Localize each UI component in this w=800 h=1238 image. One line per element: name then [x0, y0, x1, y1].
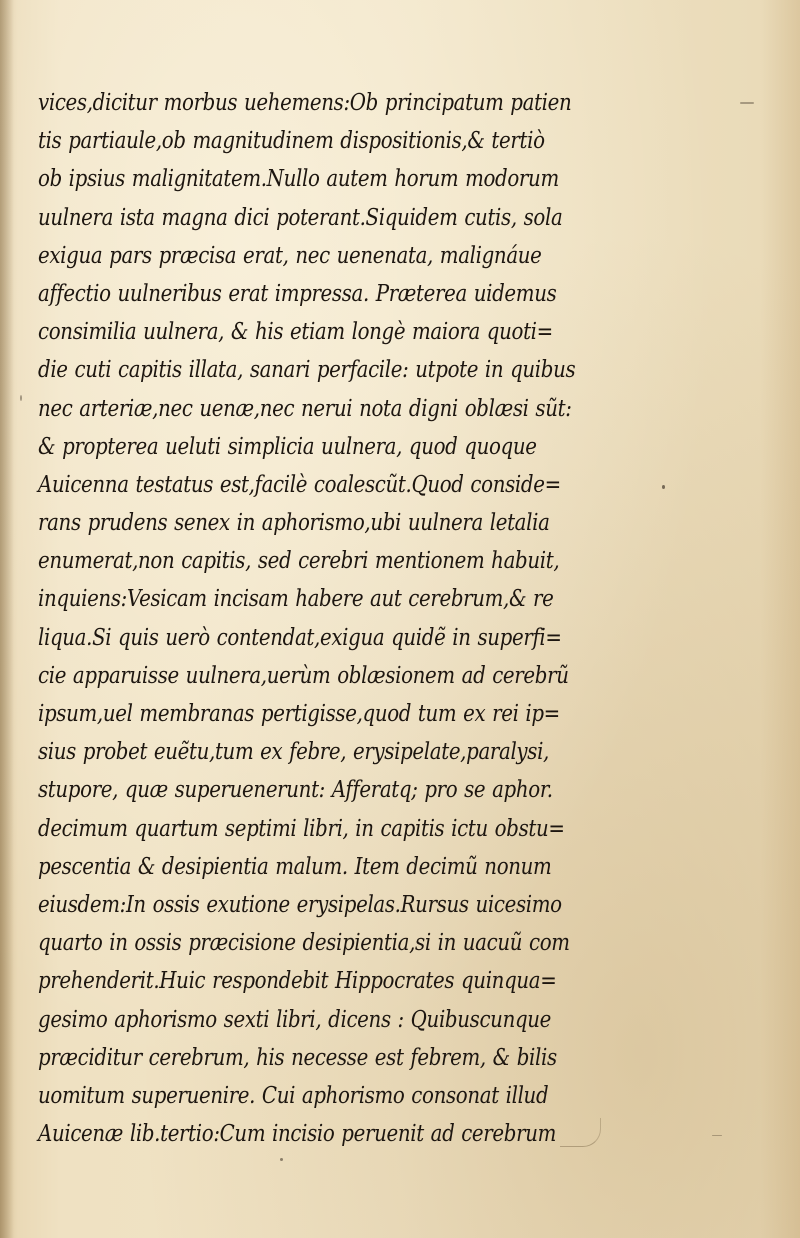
- ink-speck: [280, 1158, 283, 1161]
- text-line: exigua pars præcisa erat, nec uenenata, malignáue: [38, 242, 542, 269]
- text-line: uulnera ista magna dici poterant.Siquidem cutis, sola: [38, 204, 563, 231]
- text-line: ob ipsius malignitatem.Nullo autem horum modorum: [38, 166, 559, 193]
- text-line: consimilia uulnera, & his etiam longè maiora quoti=: [38, 319, 553, 346]
- text-line: cie apparuisse uulnera,uerùm oblæsionem ad cerebrũ: [38, 662, 569, 689]
- text-block: [38, 84, 638, 1153]
- text-line: eiusdem:In ossis exutione erysipelas.Rursus uicesimo: [38, 891, 562, 918]
- text-line: nec arteriæ,nec uenæ,nec nerui nota digni oblæsi sũt:: [38, 395, 572, 422]
- ink-speck: [712, 1135, 722, 1136]
- text-line: vices,dicitur morbus uehemens:Ob principatum patien: [38, 90, 572, 116]
- text-line: decimum quartum septimi libri, in capitis ictu obstu=: [38, 815, 565, 842]
- text-line: rans prudens senex in aphorismo,ubi uulnera letalia: [38, 510, 550, 537]
- text-line: uomitum superuenire. Cui aphorismo consonat illud: [38, 1082, 549, 1109]
- text-line: prehenderit.Huic respondebit Hippocrates quinqua=: [38, 968, 557, 995]
- text-line: die cuti capitis illata, sanari perfacile: utpote in quibus: [38, 357, 576, 384]
- text-line: Auicenna testatus est,facilè coalescũt.Quod conside=: [38, 471, 561, 498]
- text-line: tis partiaule,ob magnitudinem dispositionis,& tertiò: [38, 128, 545, 155]
- text-line: enumerat,non capitis, sed cerebri mentionem habuit,: [38, 548, 560, 575]
- text-line: affectio uulneribus erat impressa. Præterea uidemus: [38, 280, 557, 307]
- ink-speck: [740, 102, 754, 104]
- text-line: ipsum,uel membranas pertigisse,quod tum ex rei ip=: [38, 701, 560, 727]
- text-line: præciditur cerebrum, his necesse est febrem, & bilis: [38, 1044, 557, 1071]
- text-line: liqua.Si quis uerò contendat,exigua quidẽ in superfi=: [38, 624, 562, 651]
- ink-speck: [662, 485, 665, 489]
- text-line: stupore, quæ superuenerunt: Afferatq; pro se aphor.: [38, 777, 553, 804]
- text-line: gesimo aphorismo sexti libri, dicens : Quibuscunque: [38, 1006, 552, 1033]
- text-line: pescentia & desipientia malum. Item decimũ nonum: [38, 853, 552, 880]
- gutter-shadow: [0, 0, 14, 1238]
- ink-speck: [20, 395, 22, 401]
- text-line: Auicenæ lib.tertio:Cum incisio peruenit ad cerebrum: [38, 1121, 557, 1148]
- text-line: & propterea ueluti simplicia uulnera, quod quoque: [38, 433, 537, 460]
- text-line: inquiens:Vesicam incisam habere aut cerebrum,& re: [38, 586, 554, 613]
- text-line: sius probet euẽtu,tum ex febre, erysipelate,paralysi,: [38, 739, 550, 766]
- text-line: quarto in ossis præcisione desipientia,si in uacuũ com: [38, 930, 570, 957]
